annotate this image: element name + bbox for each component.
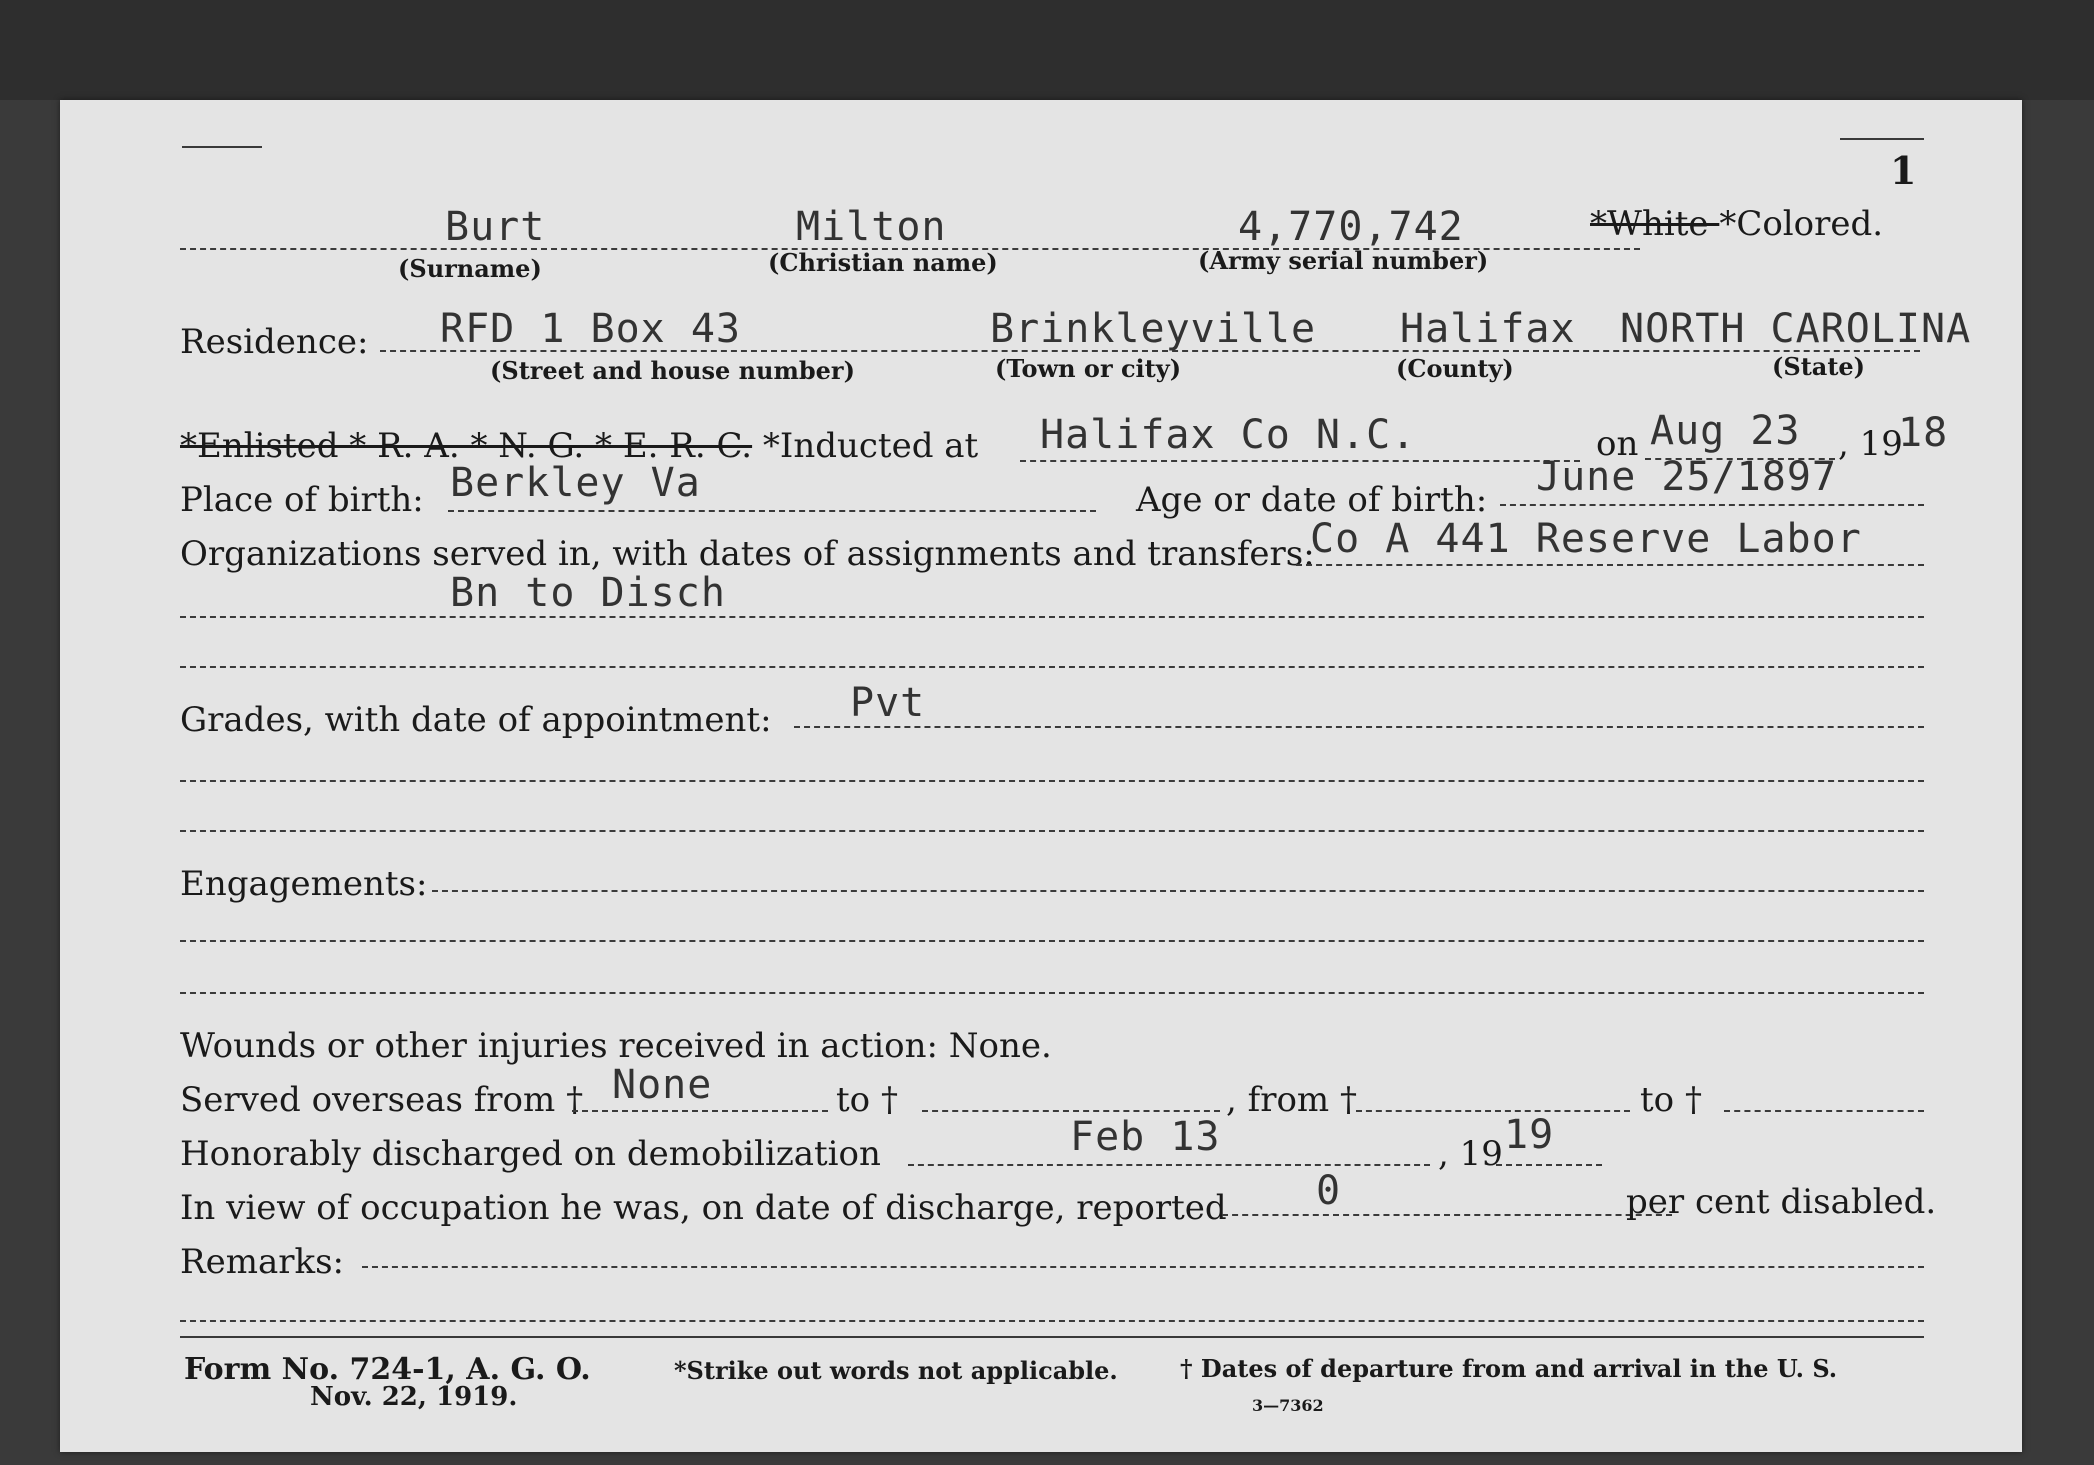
overseas-to-line-1 (922, 1110, 1220, 1112)
town-value: Brinkleyville (990, 306, 1317, 352)
disability-line (1222, 1214, 1672, 1216)
street-caption: (Street and house number) (490, 356, 855, 385)
grades-value: Pvt (850, 680, 926, 726)
induction-year-prefix: , 19 (1838, 424, 1903, 464)
town-caption: (Town or city) (995, 354, 1182, 383)
overseas-to-line-2 (1724, 1110, 1924, 1112)
organizations-line-2 (180, 616, 1924, 618)
organizations-line-3 (180, 666, 1924, 668)
served-overseas-label: Served overseas from † (180, 1080, 584, 1120)
discharge-year-value: 19 (1504, 1112, 1555, 1158)
engagements-line-2 (180, 940, 1924, 942)
record-card (60, 100, 2022, 1452)
discharge-date-value: Feb 13 (1070, 1114, 1221, 1160)
top-right-rule (1840, 138, 1924, 140)
county-caption: (County) (1396, 354, 1514, 383)
grades-label: Grades, with date of appointment: (180, 700, 772, 740)
race-white: *White (1590, 204, 1720, 244)
print-code: 3—7362 (1252, 1396, 1324, 1415)
overseas-from-label-2: , from † (1226, 1080, 1357, 1120)
inducted-label: *Inducted at (752, 426, 979, 466)
engagements-label: Engagements: (180, 864, 428, 904)
age-line (1500, 504, 1924, 506)
remarks-line-1 (362, 1266, 1924, 1268)
surname-value: Burt (445, 204, 546, 250)
place-of-birth-line (448, 510, 1096, 512)
organizations-line-1 (1296, 564, 1924, 566)
grades-line-3 (180, 830, 1924, 832)
date-of-birth-value: June 25/1897 (1536, 454, 1837, 500)
discharged-label: Honorably discharged on demobilization (180, 1134, 881, 1174)
form-date: Nov. 22, 1919. (310, 1382, 518, 1412)
christian-name-value: Milton (796, 204, 947, 250)
overseas-from-line-2 (1356, 1110, 1630, 1112)
on-label: on (1596, 424, 1639, 464)
street-value: RFD 1 Box 43 (440, 306, 741, 352)
overseas-from-value: None (612, 1062, 713, 1108)
surname-caption: (Surname) (398, 254, 542, 283)
disability-label: In view of occupation he was, on date of discharge, reported (180, 1188, 1227, 1228)
dates-note: † Dates of departure from and arrival in the U. S. (1180, 1354, 1838, 1383)
enlistment-struck: *Enlisted * R. A. * N. G. * E. R. C. (180, 426, 753, 466)
remarks-line-2 (180, 1320, 1924, 1322)
overseas-from-line-1 (572, 1110, 828, 1112)
serial-number-caption: (Army serial number) (1198, 246, 1489, 275)
county-value: Halifax (1400, 306, 1576, 352)
remarks-label: Remarks: (180, 1242, 344, 1282)
engagements-line-1 (432, 890, 1924, 892)
organizations-value-1: Co A 441 Reserve Labor (1310, 516, 1862, 562)
state-value: NORTH CAROLINA (1620, 306, 1972, 352)
disability-value: 0 (1316, 1168, 1342, 1214)
induction-year-value: 18 (1898, 410, 1949, 456)
induction-date-value: Aug 23 (1650, 408, 1801, 454)
overseas-to-label-1: to † (836, 1080, 898, 1120)
overseas-to-label-2: to † (1640, 1080, 1702, 1120)
grades-line-1 (794, 726, 1924, 728)
residence-label: Residence: (180, 322, 369, 362)
per-cent-disabled-label: per cent disabled. (1626, 1182, 1937, 1222)
engagements-line-3 (180, 992, 1924, 994)
discharge-date-line (908, 1164, 1430, 1166)
age-label: Age or date of birth: (1136, 480, 1488, 520)
inducted-line (1020, 460, 1580, 462)
state-caption: (State) (1772, 352, 1866, 381)
top-left-rule (182, 146, 262, 148)
background-top (0, 0, 2094, 100)
discharge-year-line (1496, 1164, 1602, 1166)
strike-out-note: *Strike out words not applicable. (674, 1356, 1118, 1385)
place-of-birth-label: Place of birth: (180, 480, 424, 520)
serial-number-value: 4,770,742 (1238, 204, 1464, 250)
wounds-label: Wounds or other injuries received in action: None. (180, 1026, 1052, 1066)
organizations-label: Organizations served in, with dates of assignments and transfers: (180, 534, 1315, 574)
inducted-at-value: Halifax Co N.C. (1040, 412, 1417, 458)
footer-rule (180, 1336, 1924, 1338)
grades-line-2 (180, 780, 1924, 782)
form-number: Form No. 724-1, A. G. O. (184, 1352, 591, 1387)
christian-name-caption: (Christian name) (768, 248, 998, 277)
organizations-value-2: Bn to Disch (450, 570, 726, 616)
place-of-birth-value: Berkley Va (450, 460, 701, 506)
race-label (1590, 204, 1883, 244)
discharge-year-prefix: , 19 (1438, 1134, 1503, 1174)
card-number: 1 (1890, 148, 1917, 193)
race-colored: *Colored. (1719, 204, 1884, 244)
